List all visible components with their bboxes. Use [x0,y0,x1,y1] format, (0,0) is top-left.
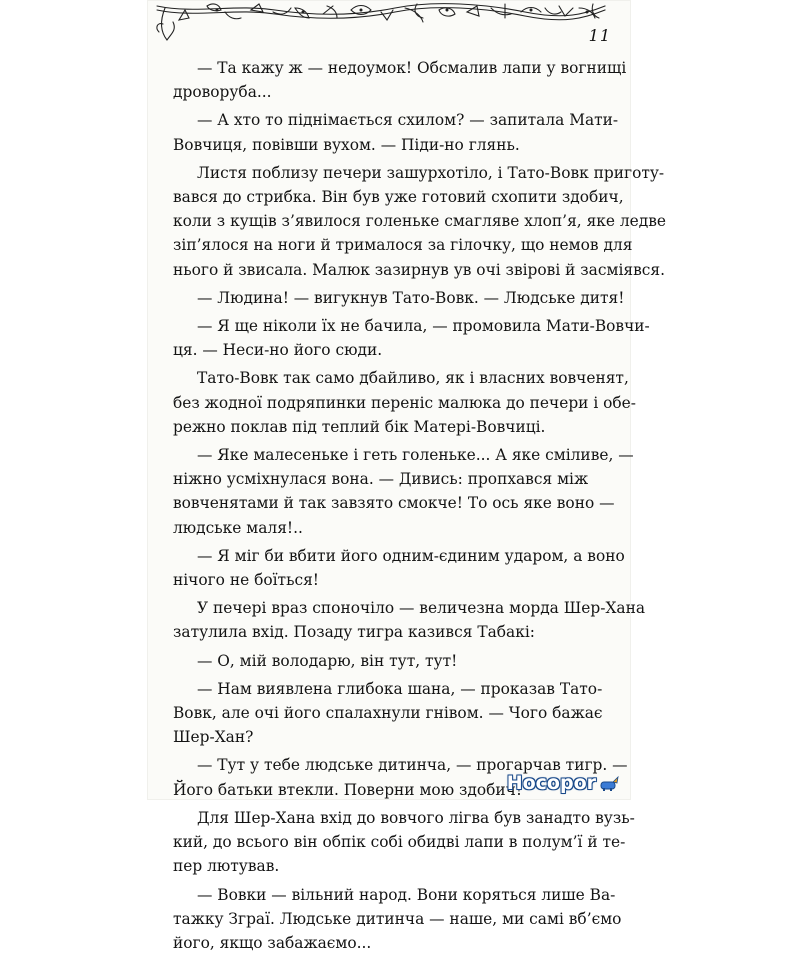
text-line: тажку Зграї. Людське дитинча — наше, ми самі вб’ємо [173,907,611,931]
text-line: режно поклав під теплий бік Матері-Вовчиці. [173,415,611,439]
text-line: кий, до всього він обпік собі обидві лапи в полум’ї й те- [173,830,611,854]
book-page [147,0,631,800]
watermark-text: Носороr [507,772,596,794]
text-line: Шер-Хан? [173,725,611,749]
text-line: без жодної подряпинки переніс малюка до печери і обе- [173,391,611,415]
text-line: нічого не боїться! [173,568,611,592]
text-line: ніжно усміхнулася вона. — Дивись: пропхався між [173,467,611,491]
paragraph [173,806,611,879]
paragraph [173,443,611,540]
paragraph [173,108,611,156]
paragraph [173,314,611,362]
text-line: нього й звисала. Малюк зазирнув ув очі звірові й засміявся. [173,258,611,282]
text-line: — Нам виявлена глибока шана, — проказав Тато- [173,677,611,701]
text-line: Вовк, але очі його спалахнули гнівом. — Чого бажає [173,701,611,725]
text-line: Вовчиця, повівши вухом. — Піди-но глянь. [173,133,611,157]
text-line: вався до стрибка. Він був уже готовий схопити здобич, [173,185,611,209]
text-line: — А хто то піднімається схилом? — запитала Мати- [173,108,611,132]
text-line: дроворуба... [173,80,611,104]
text-line: Для Шер-Хана вхід до вовчого лігва був занадто вузь- [173,806,611,830]
text-line: Його батьки втекли. Поверни мою здобич! [173,778,611,802]
text-line: ця. — Неси-но його сюди. [173,338,611,362]
paragraph [173,366,611,439]
text-line: — Яке малесеньке і геть голеньке... А яке сміливе, — [173,443,611,467]
text-line: зіп’ялося на ноги й трималося за гілочку, що немов для [173,233,611,257]
paragraph [173,161,611,282]
text-line: його, якщо забажаємо... [173,931,611,955]
text-line: — Я ще ніколи їх не бачила, — промовила Мати-Вовчи- [173,314,611,338]
text-body [173,56,611,955]
text-line: — Вовки — вільний народ. Вони коряться лише Ва- [173,883,611,907]
paragraph [173,649,611,673]
text-line: — Я міг би вбити його одним-єдиним ударом, а воно [173,544,611,568]
text-line: — Тут у тебе людське дитинча, — прогарчав тигр. — [173,753,611,777]
paragraph [173,677,611,750]
paragraph [173,544,611,592]
text-line: — О, мій володарю, він тут, тут! [173,649,611,673]
floral-vine-ornament-icon [155,0,607,44]
rhino-logo-icon [599,774,619,792]
watermark [507,772,619,794]
paragraph [173,596,611,644]
text-line: затулила вхід. Позаду тигра казився Табакі: [173,620,611,644]
paragraph [173,56,611,104]
text-line: людське маля!.. [173,516,611,540]
text-line: коли з кущів з’явилося голеньке смагляве хлоп’я, яке ледве [173,209,611,233]
text-line: — Та кажу ж — недоумок! Обсмалив лапи у вогнищі [173,56,611,80]
text-line: пер лютував. [173,854,611,878]
paragraph [173,883,611,955]
paragraph [173,286,611,310]
text-line: У печері враз споночіло — величезна морда Шер-Хана [173,596,611,620]
text-line: вовченятами й так завзято смокче! То ось яке воно — [173,491,611,515]
text-line: Листя поблизу печери зашурхотіло, і Тато-Вовк приготу- [173,161,611,185]
text-line: Тато-Вовк так само дбайливо, як і власних вовченят, [173,366,611,390]
page-number: 11 [589,26,611,45]
text-line: — Людина! — вигукнув Тато-Вовк. — Людське дитя! [173,286,611,310]
